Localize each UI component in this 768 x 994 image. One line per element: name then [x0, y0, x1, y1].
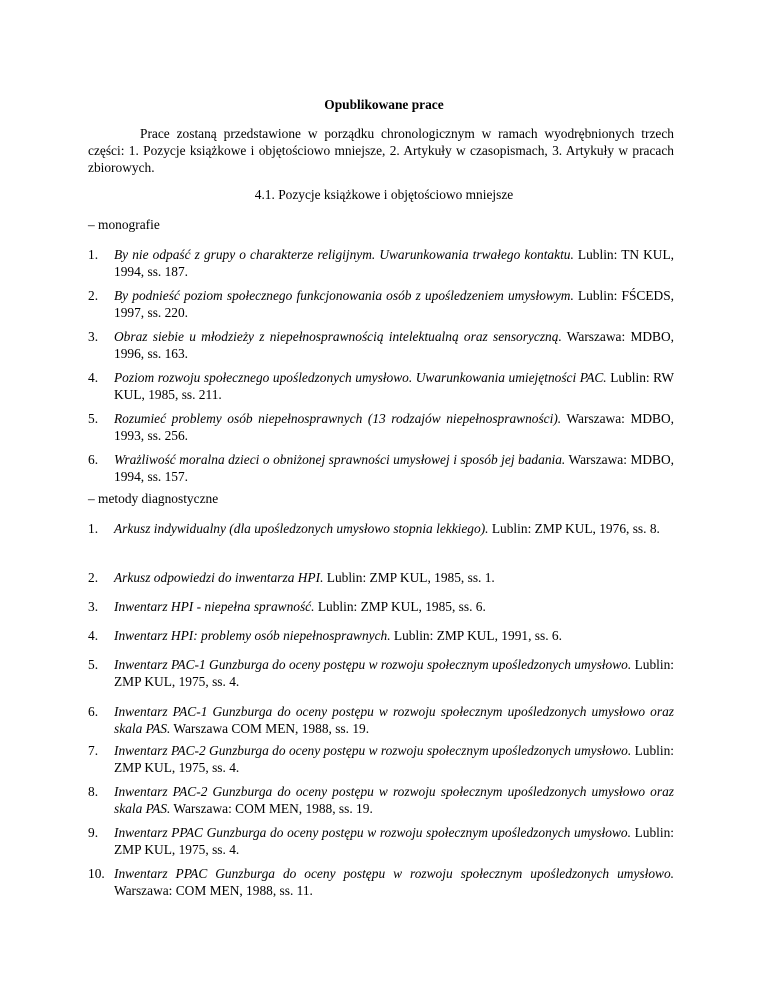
item-title: Inwentarz PAC-1 Gunzburga do oceny postępu w rozwoju społecznym upośledzonych umysłowo oraz skala PAS. [114, 704, 674, 736]
intro-paragraph [88, 125, 674, 176]
list-item [88, 703, 674, 737]
item-details: Lublin: ZMP KUL, 1975, ss. 4. [114, 657, 674, 689]
list-item [88, 627, 674, 644]
item-title: Arkusz odpowiedzi do inwentarza HPI. [114, 570, 324, 585]
item-title: Poziom rozwoju społecznego upośledzonych umysłowo. Uwarunkowania umiejętności PAC. [114, 370, 607, 385]
item-number: 7. [88, 743, 99, 758]
section-title: 4.1. Pozycje książkowe i objętościowo mniejsze [254, 187, 514, 202]
item-title: Inwentarz HPI: problemy osób niepełnosprawnych. [114, 628, 391, 643]
item-details: Lublin: ZMP KUL, 1985, ss. 6. [314, 599, 486, 614]
item-title: By podnieść poziom społecznego funkcjonowania osób z upośledzeniem umysłowym. [114, 288, 574, 303]
list-item [88, 824, 674, 858]
item-number: 5. [88, 657, 99, 672]
list-item [88, 783, 674, 817]
list-item [88, 742, 674, 776]
item-details: Lublin: FŚCEDS, 1997, ss. 220. [114, 288, 674, 320]
item-number: 2. [88, 288, 99, 303]
item-details: Lublin: TN KUL, 1994, ss. 187. [114, 247, 674, 279]
item-number: 9. [88, 825, 99, 840]
list-item [88, 451, 674, 485]
item-number: 4. [88, 370, 99, 385]
item-number: 4. [88, 628, 99, 643]
item-details: Warszawa: MDBO, 1996, ss. 163. [114, 329, 674, 361]
item-title: Rozumieć problemy osób niepełnosprawnych (13 rodzajów niepełnosprawności). [114, 411, 562, 426]
item-number: 3. [88, 599, 99, 614]
item-details: Lublin: ZMP KUL, 1985, ss. 1. [323, 570, 495, 585]
item-number: 6. [88, 452, 99, 467]
item-details: Warszawa: MDBO, 1993, ss. 256. [114, 411, 674, 443]
item-title: Inwentarz PAC-1 Gunzburga do oceny postępu w rozwoju społecznym upośledzonych umysłowo. [114, 657, 632, 672]
item-details: Lublin: ZMP KUL, 1975, ss. 4. [114, 743, 674, 775]
item-number: 1. [88, 247, 99, 262]
item-details: Lublin: ZMP KUL, 1976, ss. 8. [488, 521, 660, 536]
list-item [88, 569, 674, 586]
item-number: 2. [88, 570, 99, 585]
item-title: Inwentarz PPAC Gunzburga do oceny postępu w rozwoju społecznym upośledzonych umysłowo. [114, 825, 631, 840]
list-item [88, 520, 674, 537]
list-item [88, 246, 674, 280]
group-label-metody: – metody diagnostyczne [88, 491, 219, 506]
item-number: 6. [88, 704, 99, 719]
list-item [88, 369, 674, 403]
item-title: Inwentarz PAC-2 Gunzburga do oceny postępu w rozwoju społecznym upośledzonych umysłowo oraz skala PAS. [114, 784, 674, 816]
item-details: Lublin: RW KUL, 1985, ss. 211. [114, 370, 675, 402]
item-number: 10. [88, 866, 105, 881]
item-title: Inwentarz HPI - niepełna sprawność. [114, 599, 315, 614]
item-details: Warszawa: MDBO, 1994, ss. 157. [114, 452, 674, 484]
item-details: Warszawa: COM MEN, 1988, ss. 19. [170, 801, 373, 816]
list-item [88, 656, 674, 690]
list-item [88, 865, 674, 899]
item-number: 3. [88, 329, 99, 344]
item-number: 5. [88, 411, 99, 426]
item-number: 1. [88, 521, 99, 536]
item-title: Inwentarz PAC-2 Gunzburga do oceny postępu w rozwoju społecznym upośledzonych umysłowo. [114, 743, 632, 758]
item-title: Inwentarz PPAC Gunzburga do oceny postępu w rozwoju społecznym upośledzonych umysłowo. [114, 866, 674, 881]
item-details: Lublin: ZMP KUL, 1975, ss. 4. [114, 825, 674, 857]
group-label-monografie: – monografie [88, 217, 160, 232]
item-details: Warszawa: COM MEN, 1988, ss. 11. [114, 883, 313, 898]
item-title: Arkusz indywidualny (dla upośledzonych umysłowo stopnia lekkiego). [114, 521, 489, 536]
item-details: Lublin: ZMP KUL, 1991, ss. 6. [390, 628, 562, 643]
list-item [88, 410, 674, 444]
list-item [88, 598, 674, 615]
item-number: 8. [88, 784, 99, 799]
item-title: Obraz siebie u młodzieży z niepełnosprawnością intelektualną oraz sensoryczną. [114, 329, 562, 344]
page-title: Opublikowane prace [324, 97, 444, 112]
list-item [88, 328, 674, 362]
intro-text: Prace zostaną przedstawione w porządku chronologicznym w ramach wyodrębnionych trzech części: 1. Pozycje książkowe i objętościowo mniejsze, 2. Artykuły w czasopismach, 3. Artykuły w pracach zbiorowych. [88, 126, 674, 175]
item-details: Warszawa COM MEN, 1988, ss. 19. [170, 721, 370, 736]
item-title: Wrażliwość moralna dzieci o obniżonej sprawności umysłowej i sposób jej badania. [114, 452, 566, 467]
item-title: By nie odpaść z grupy o charakterze religijnym. Uwarunkowania trwałego kontaktu. [114, 247, 574, 262]
list-item [88, 287, 674, 321]
